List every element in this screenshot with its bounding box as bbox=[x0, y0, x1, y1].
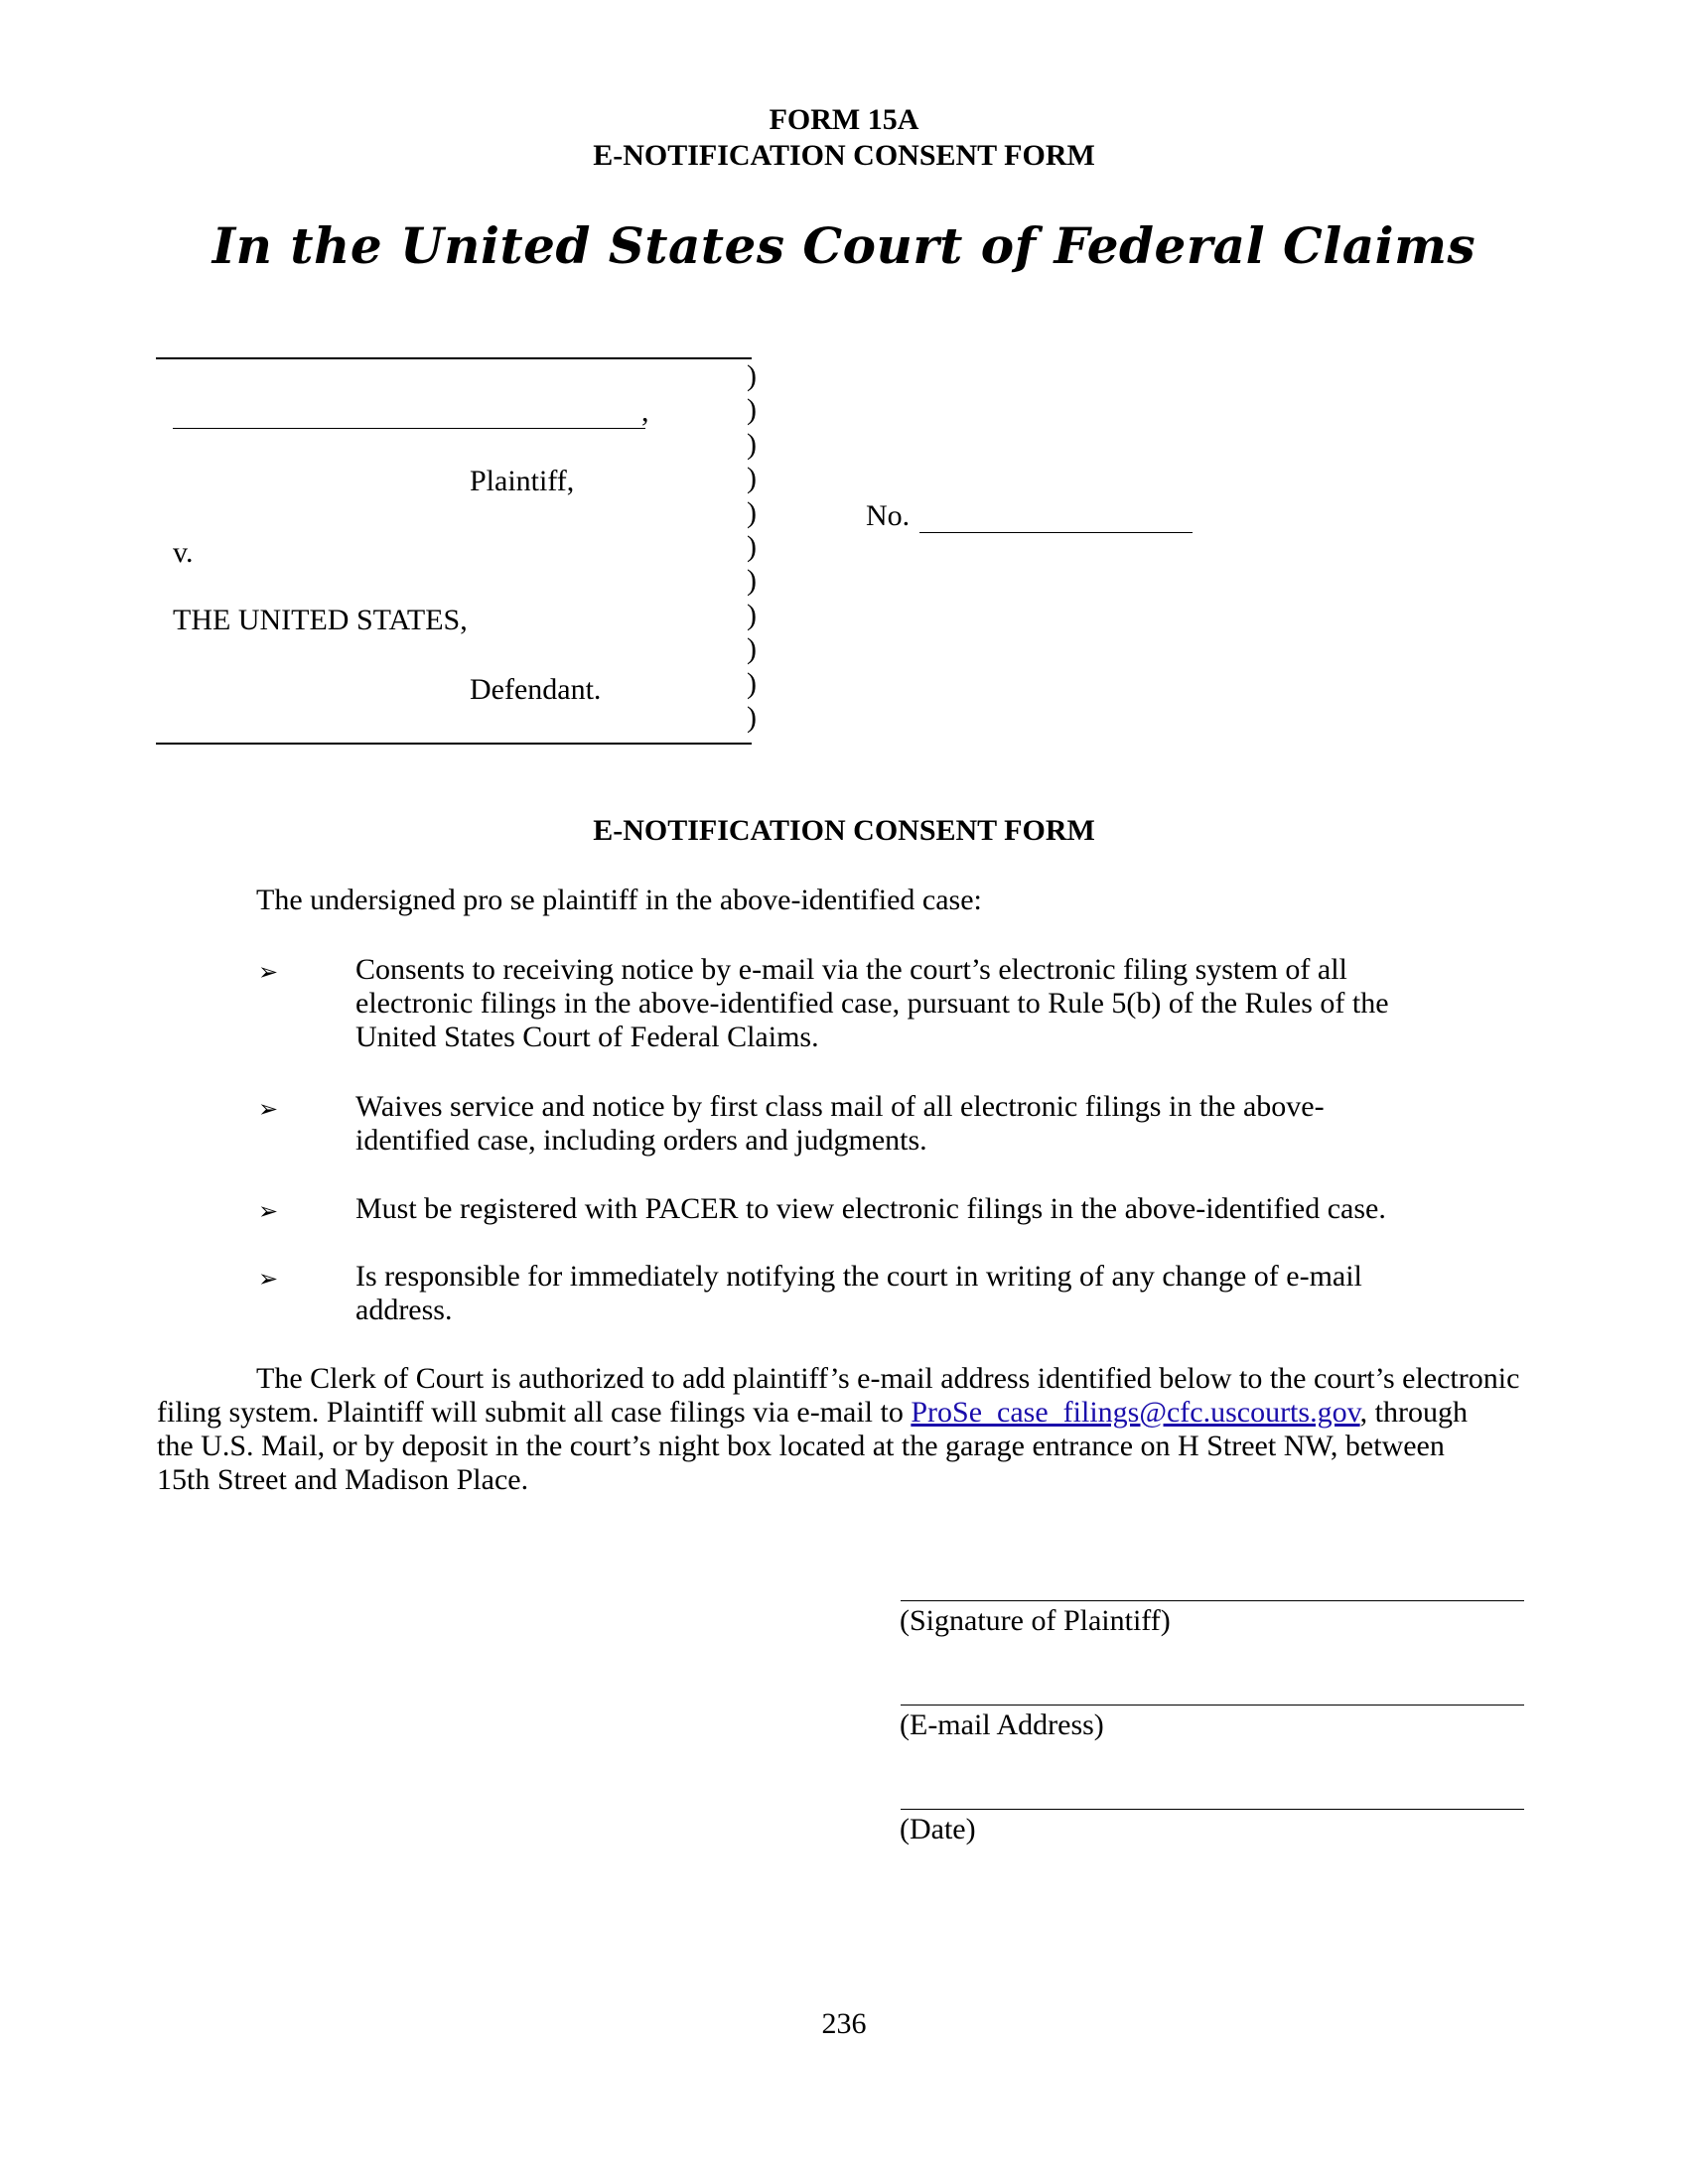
arrow-bullet-icon: ➢ bbox=[258, 1265, 279, 1293]
closing-line bbox=[157, 1396, 1468, 1430]
defendant-name: THE UNITED STATES, bbox=[173, 604, 468, 636]
bullet-line: Waives service and notice by first class mail of all electronic filings in the above- bbox=[355, 1090, 1325, 1123]
arrow-bullet-icon: ➢ bbox=[258, 958, 279, 986]
closing-line: the U.S. Mail, or by deposit in the court’s night box located at the garage entrance on H Street NW, between bbox=[157, 1430, 1445, 1462]
caption-paren: ) bbox=[747, 564, 757, 598]
caption-paren: ) bbox=[747, 427, 757, 461]
caption-paren: ) bbox=[747, 598, 757, 631]
section-title: E-NOTIFICATION CONSENT FORM bbox=[593, 814, 1095, 847]
bullet-line: electronic filings in the above-identified case, pursuant to Rule 5(b) of the Rules of the bbox=[355, 987, 1389, 1020]
bullet-line: address. bbox=[355, 1294, 453, 1326]
bullet-item bbox=[355, 953, 1389, 1054]
signature-label: (Signature of Plaintiff) bbox=[900, 1604, 1171, 1637]
arrow-bullet-icon: ➢ bbox=[258, 1197, 279, 1225]
date-blank[interactable] bbox=[901, 1809, 1524, 1810]
caption-paren: ) bbox=[747, 495, 757, 529]
caption-paren: ) bbox=[747, 359, 757, 392]
bullet-line: Consents to receiving notice by e-mail via the court’s electronic filing system of all bbox=[355, 953, 1347, 986]
bullet-line: Must be registered with PACER to view electronic filings in the above-identified case. bbox=[355, 1192, 1386, 1225]
bullet-line: United States Court of Federal Claims. bbox=[355, 1021, 819, 1053]
caption-parentheses bbox=[747, 359, 771, 735]
signature-blank[interactable] bbox=[901, 1600, 1524, 1601]
bullet-line: identified case, including orders and judgments. bbox=[355, 1124, 927, 1157]
plaintiff-comma: , bbox=[641, 395, 649, 428]
closing-line: 15th Street and Madison Place. bbox=[157, 1463, 529, 1496]
caption-paren: ) bbox=[747, 632, 757, 666]
closing-text: , through bbox=[1359, 1396, 1468, 1429]
arrow-bullet-icon: ➢ bbox=[258, 1095, 279, 1123]
bullet-item bbox=[355, 1260, 1362, 1327]
closing-line: The Clerk of Court is authorized to add plaintiff’s e-mail address identified below to the court’s electronic bbox=[256, 1362, 1520, 1395]
caption-paren: ) bbox=[747, 529, 757, 563]
caption-top-rule bbox=[156, 357, 752, 359]
closing-text: filing system. Plaintiff will submit all case filings via e-mail to bbox=[157, 1396, 912, 1429]
court-title: In the United States Court of Federal Claims bbox=[211, 216, 1477, 275]
pro-se-email-link[interactable]: ProSe_case_filings@cfc.uscourts.gov bbox=[911, 1396, 1360, 1429]
versus-label: v. bbox=[173, 536, 194, 569]
defendant-label: Defendant. bbox=[470, 673, 602, 706]
case-number-blank[interactable] bbox=[919, 532, 1193, 533]
page-number: 236 bbox=[821, 2007, 867, 2040]
date-label: (Date) bbox=[900, 1813, 976, 1845]
email-address-blank[interactable] bbox=[901, 1705, 1524, 1706]
caption-paren: ) bbox=[747, 393, 757, 427]
caption-paren: ) bbox=[747, 700, 757, 734]
bullet-line: Is responsible for immediately notifying the court in writing of any change of e-mail bbox=[355, 1260, 1362, 1293]
form-number: FORM 15A bbox=[769, 103, 919, 136]
plaintiff-label: Plaintiff, bbox=[470, 465, 575, 497]
caption-paren: ) bbox=[747, 462, 757, 495]
form-subtitle: E-NOTIFICATION CONSENT FORM bbox=[593, 139, 1095, 172]
email-address-label: (E-mail Address) bbox=[900, 1708, 1104, 1741]
bullet-item bbox=[355, 1192, 1386, 1226]
caption-paren: ) bbox=[747, 666, 757, 700]
bullet-item bbox=[355, 1090, 1325, 1158]
plaintiff-name-blank[interactable] bbox=[173, 428, 645, 429]
caption-bottom-rule bbox=[156, 743, 752, 745]
case-number-label: No. bbox=[866, 499, 911, 532]
intro-text: The undersigned pro se plaintiff in the above-identified case: bbox=[256, 884, 982, 916]
